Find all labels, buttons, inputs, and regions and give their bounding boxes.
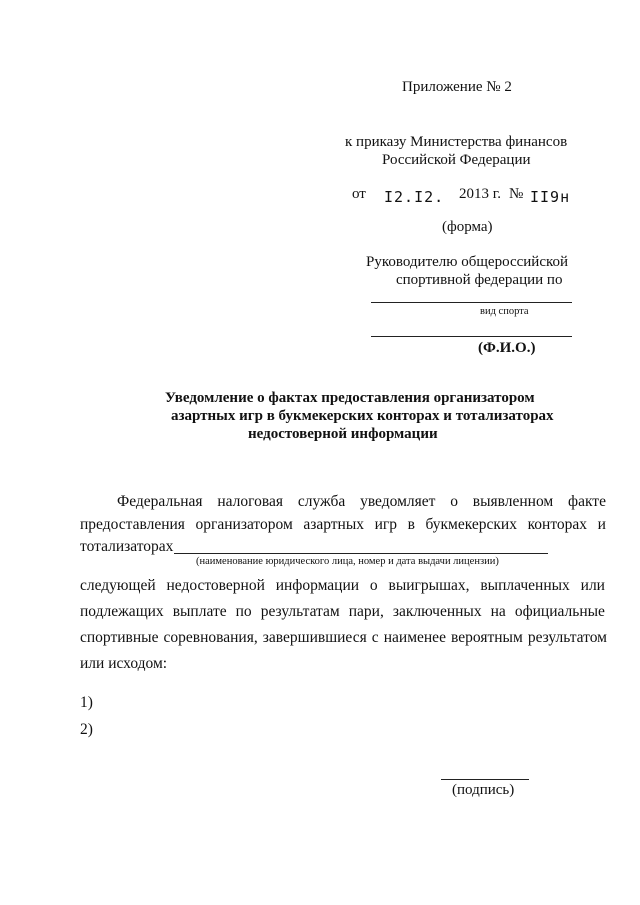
word: выигрышах, [388,577,470,594]
word: выплате [172,603,227,620]
word: подлежащих [80,603,164,620]
list-item-1: 1) [80,694,93,711]
word: пари, [348,603,384,620]
date-prefix: от [352,186,366,202]
word: информации [275,577,360,594]
word: спортивные [80,629,159,646]
word: наименее [383,629,446,646]
word: выявленном [472,493,554,510]
word: и [597,516,606,533]
word: букмекерских [425,516,517,533]
word: недостоверной [166,577,265,594]
word: уведомляет [360,493,436,510]
word: азартных [303,516,365,533]
body-line-1 [117,493,606,511]
word: игр [374,516,397,533]
order-reference-line1: к приказу Министерства финансов [345,134,568,150]
word: предоставления [80,516,185,533]
addressee-line2: спортивной федерации по [396,272,563,288]
word: официальные [514,603,605,620]
word: по [235,603,252,620]
number-sign: № [509,186,524,202]
word: выплаченных [480,577,570,594]
body-line-4 [80,577,605,595]
fio-caption: (Ф.И.О.) [478,340,536,356]
body-line-3: тотализаторах [80,538,174,555]
word: о [369,577,378,594]
fio-blank-line [371,336,572,337]
signature-caption: (подпись) [452,782,515,798]
sport-caption: вид спорта [480,306,529,317]
signature-blank-line [441,779,529,780]
word: вероятным [451,629,523,646]
order-number: II9н [530,188,571,206]
body-line-6 [80,629,607,647]
word: завершившиеся [262,629,367,646]
word: в [407,516,415,533]
document-title-line3: недостоверной информации [248,426,438,442]
word: или [580,577,605,594]
date-value: I2.I2. [384,188,445,206]
document-title-line2: азартных игр в букмекерских конторах и тотализаторах [171,408,554,424]
word: налоговая [217,493,284,510]
form-label: (форма) [442,219,493,235]
word: служба [297,493,346,510]
body-line-7: или исходом: [80,655,168,672]
document-title-line1: Уведомление о фактах предоставления организатором [165,390,535,406]
body-line-5 [80,603,605,621]
word: о [450,493,458,510]
word: Федеральная [117,493,203,510]
order-year: 2013 г. [459,186,501,202]
word: результатам [260,603,340,620]
license-blank-line [174,553,548,554]
word: факте [568,493,606,510]
word: конторах [527,516,588,533]
word: организатором [195,516,293,533]
word: следующей [80,577,156,594]
addressee-line1: Руководителю общероссийской [366,254,569,270]
sport-blank-line [371,302,572,303]
license-caption: (наименование юридического лица, номер и дата выдачи лицензии) [196,556,499,567]
word: заключенных [392,603,482,620]
list-item-2: 2) [80,721,93,738]
word: с [371,629,379,646]
word: соревнования, [163,629,258,646]
word: на [490,603,506,620]
body-line-2 [80,516,606,534]
order-reference-line2: Российской Федерации [382,152,531,168]
word: результатом [527,629,607,646]
appendix-label: Приложение № 2 [402,79,512,95]
